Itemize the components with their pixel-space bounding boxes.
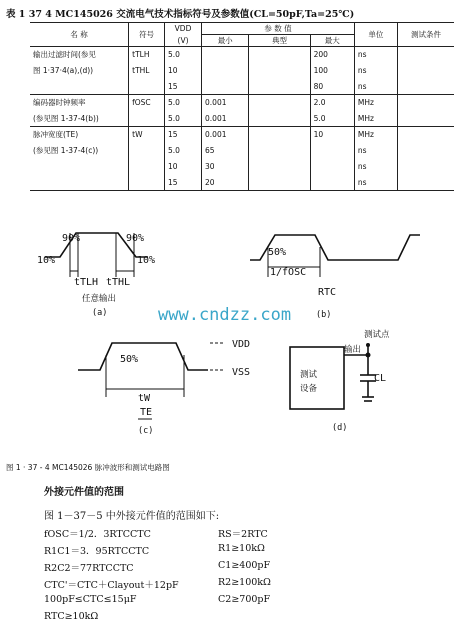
cell-cond <box>397 111 454 127</box>
header-symbol: 符号 <box>129 23 165 47</box>
label-d: (d) <box>332 423 348 433</box>
table-row <box>30 111 454 127</box>
cell-unit: ns <box>354 143 397 159</box>
table-row <box>30 127 454 143</box>
cell-vdd: 15 <box>165 175 202 191</box>
cell-symbol <box>129 159 165 175</box>
cell-min: 0.001 <box>202 95 249 111</box>
label-tthl: tTHL <box>106 277 131 288</box>
cell-unit: ns <box>354 79 397 95</box>
formula-left: R2C2＝77RTCCTC <box>44 563 134 574</box>
cell-symbol: tW <box>129 127 165 143</box>
table-row <box>30 159 454 175</box>
cell-cond <box>397 143 454 159</box>
label-90-left: 90% <box>62 233 81 244</box>
cell-max <box>310 143 354 159</box>
cell-typ <box>249 159 310 175</box>
waveform-diagrams <box>0 225 460 460</box>
cell-min <box>202 63 249 79</box>
header-max: 最大 <box>310 35 354 47</box>
cell-cond <box>397 159 454 175</box>
header-min: 最小 <box>202 35 249 47</box>
table-caption: 表 1 37 4 MC145026 交流电气技术指标符号及参数值(CL=50pF,Ta=25℃) <box>6 9 355 20</box>
cell-vdd: 5.0 <box>165 143 202 159</box>
cell-max: 80 <box>310 79 354 95</box>
cell-vdd: 5.0 <box>165 95 202 111</box>
cell-vdd: 5.0 <box>165 111 202 127</box>
cell-typ <box>249 63 310 79</box>
cell-typ <box>249 111 310 127</box>
section-title: 外接元件值的范围 <box>44 487 124 498</box>
table-row <box>30 79 454 95</box>
formula-left: CTC'＝CTC＋Clayout＋12pF <box>44 580 179 591</box>
cell-symbol: tTHL <box>129 63 165 79</box>
cell-typ <box>249 47 310 63</box>
cell-vdd: 10 <box>165 159 202 175</box>
cell-unit: ns <box>354 175 397 191</box>
table-row <box>30 47 454 63</box>
cell-symbol <box>129 111 165 127</box>
cell-typ <box>249 127 310 143</box>
header-params: 参 数 值 <box>202 23 355 35</box>
label-a: (a) <box>92 308 108 318</box>
label-any-output: 任意输出 <box>82 294 117 304</box>
label-fosc: 1/fOSC <box>270 267 307 278</box>
waveform-c <box>78 343 208 370</box>
formula-left: 100pF≤CTC≤15μF <box>44 594 137 605</box>
formula-right: RS＝2RTC <box>218 529 268 540</box>
label-50-c: 50% <box>120 354 139 365</box>
cell-min: 0.001 <box>202 127 249 143</box>
cell-cond <box>397 47 454 63</box>
label-te: TE <box>140 407 153 418</box>
header-vdd: VDD <box>165 23 202 35</box>
cell-typ <box>249 95 310 111</box>
cell-typ <box>249 79 310 95</box>
cell-max: 10 <box>310 127 354 143</box>
table-header-row <box>30 23 454 35</box>
figure-caption: 图 1 · 37 - 4 MC145026 脉冲波形和测试电路图 <box>6 463 170 472</box>
header-typ: 典型 <box>249 35 310 47</box>
formula-right: C2≥700pF <box>218 594 271 605</box>
cell-unit: MHz <box>354 95 397 111</box>
cell-max <box>310 175 354 191</box>
cell-max: 2.0 <box>310 95 354 111</box>
cell-symbol: fOSC <box>129 95 165 111</box>
cell-min: 0.001 <box>202 111 249 127</box>
cell-name <box>30 159 129 175</box>
cell-typ <box>249 143 310 159</box>
cell-min: 65 <box>202 143 249 159</box>
cell-max: 5.0 <box>310 111 354 127</box>
header-unit: 单位 <box>354 23 397 47</box>
label-test-point: 测试点 <box>364 330 390 340</box>
label-test-device-2: 设备 <box>300 384 318 394</box>
label-50-b: 50% <box>268 247 287 258</box>
header-vdd-unit: (V) <box>165 35 202 47</box>
label-10-left: 10% <box>37 255 56 266</box>
cell-symbol: tTLH <box>129 47 165 63</box>
cell-cond <box>397 95 454 111</box>
label-90-right: 90% <box>126 233 145 244</box>
formula-left: RTC≥10kΩ <box>44 611 99 622</box>
label-10-right: 10% <box>137 255 156 266</box>
cell-name: 输出过滤时间(参见 <box>33 50 96 60</box>
formula-right: R1≥10kΩ <box>218 543 265 554</box>
label-cl: CL <box>374 373 387 384</box>
label-vdd: VDD <box>232 339 251 350</box>
cell-max <box>310 159 354 175</box>
cell-min <box>202 47 249 63</box>
cell-name: (参见图 1-37-4(b)) <box>33 113 99 123</box>
cell-cond <box>397 79 454 95</box>
cell-cond <box>397 175 454 191</box>
formula-right: R2≥100kΩ <box>218 577 271 588</box>
label-ttlh: tTLH <box>74 277 99 288</box>
formula-left: fOSC＝1/2．3RTCCTC <box>44 529 151 540</box>
watermark: www.cndzz.com <box>158 305 292 325</box>
cell-min: 20 <box>202 175 249 191</box>
table-row <box>30 95 454 111</box>
cell-symbol <box>129 175 165 191</box>
cell-vdd: 15 <box>165 127 202 143</box>
intro-text: 图 1－37－5 中外接元件值的范围如下: <box>44 511 220 522</box>
cell-name: 编码器时钟频率 <box>33 98 86 108</box>
cell-min: 30 <box>202 159 249 175</box>
table-row <box>30 175 454 191</box>
cell-name: 图 1·37·4(a),(d)) <box>33 66 94 75</box>
cell-vdd: 10 <box>165 63 202 79</box>
formula-left: R1C1＝3．95RTCCTC <box>44 546 150 557</box>
cell-unit: ns <box>354 47 397 63</box>
cell-cond <box>397 63 454 79</box>
cell-symbol <box>129 143 165 159</box>
cell-vdd: 15 <box>165 79 202 95</box>
cell-name <box>30 175 129 191</box>
label-vss: VSS <box>232 367 251 378</box>
table-row <box>30 63 454 79</box>
table-row <box>30 143 454 159</box>
cell-max: 200 <box>310 47 354 63</box>
cell-unit: MHz <box>354 127 397 143</box>
cell-vdd: 5.0 <box>165 47 202 63</box>
cell-unit: ns <box>354 63 397 79</box>
cell-unit: MHz <box>354 111 397 127</box>
cell-symbol <box>129 79 165 95</box>
spec-table <box>30 22 454 191</box>
label-c: (c) <box>138 426 154 436</box>
formula-right: C1≥400pF <box>218 560 271 571</box>
label-tw: tW <box>138 393 151 404</box>
header-name: 名 称 <box>30 23 129 47</box>
cell-name: 脉冲宽度(TE) <box>33 130 79 140</box>
header-cond: 测试条件 <box>397 23 454 47</box>
cell-typ <box>249 175 310 191</box>
label-rtc: RTC <box>318 287 337 298</box>
label-test-device-1: 测试 <box>300 370 318 380</box>
cell-name: (参见图 1-37-4(c)) <box>33 146 99 155</box>
label-b: (b) <box>316 310 332 320</box>
cell-max: 100 <box>310 63 354 79</box>
cell-cond <box>397 127 454 143</box>
cell-name <box>30 79 129 95</box>
cell-min <box>202 79 249 95</box>
label-output: 输出 <box>344 345 362 355</box>
cell-unit: ns <box>354 159 397 175</box>
